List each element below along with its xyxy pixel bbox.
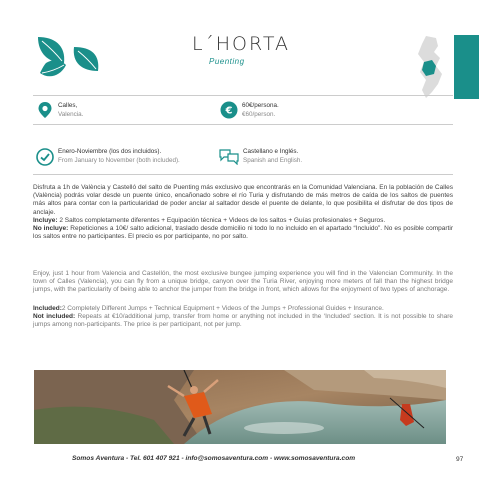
english-includes-label: Included: [33,304,62,312]
spanish-description [33,184,453,241]
chat-bubbles-icon [218,147,240,165]
english-excludes-label: Not included: [33,312,76,320]
english-description [33,270,453,329]
region-map-icon [412,34,448,100]
spanish-includes [33,217,453,225]
spanish-excludes [33,225,453,241]
english-excludes-text: Repeats at €10/additional jump, transfer from home or anything not included in the ‘Included’ section. It is not possible to share jumps among non-participants. The price is per participant, not per jump. [33,312,453,329]
divider-bottom [33,174,453,175]
season-info [58,148,180,165]
spanish-includes-label: Incluye: [33,216,58,224]
location-line2: Valencia. [58,110,84,118]
season-line1: Enero-Noviembre (los dos incluidos). [58,148,162,155]
price-line1: 60€/persona. [242,102,279,109]
spanish-paragraph: Disfruta a 1h de València y Castelló del salto de Puenting más exclusivo que encontrarás en la Comunidad Valenciana. En la población de Calles (València) podrás volar desde un puente único, encañonado sobre el río Turia y disfrutando de más metros de caída de los saltos de puentes más altos para contar con la particularidad de poder anclar al saltador desde el puente de delante, lo que posibilita el disfrutar de dos tipos de anclaje. [33,184,453,216]
leaves-logo-icon [34,33,102,83]
euro-icon [220,101,238,119]
page-number: 97 [456,456,464,463]
language-info [243,148,302,165]
location-line1: Calles, [58,102,78,109]
divider-top [33,95,453,96]
price-info [242,102,279,119]
language-line2: Spanish and English. [243,156,303,164]
spanish-includes-text: 2 Saltos completamente diferentes + Equipación técnica + Videos de los saltos + Guías profesionales + Seguros. [57,216,386,224]
english-paragraph: Enjoy, just 1 hour from Valencia and Castellón, the most exclusive bungee jumping experience you will find in the Valencian Community. In the town of Calles (Valencia), you can fly from a unique bridge, canyon over the Turia River, enjoying more meters of fall than the highest bridge jumps, with the particularity of being able to anchor the jumper from the bridge in front, which allows for the enjoyment of two types of anchorage. [33,270,453,294]
section-tab [454,35,479,99]
check-circle-icon [36,148,54,166]
price-line2: €60/person. [242,110,276,118]
location-info [58,102,83,119]
language-line1: Castellano e Inglés. [243,148,299,155]
english-excludes [33,313,453,329]
season-line2: From January to November (both included). [58,156,180,164]
location-pin-icon [36,101,54,119]
bungee-jump-photo [34,370,446,444]
divider-mid [33,124,453,125]
spanish-excludes-label: No incluye: [33,225,69,233]
svg-text:€: € [225,105,233,117]
page-title: L´HORTA [192,33,290,55]
english-includes-text: 2 Completely Different Jumps + Technical Equipment + Videos of the Jumps + Professional Guides + Insurance. [61,304,384,312]
page-subtitle: Puenting [209,57,245,66]
footer-contact: Somos Aventura - Tel. 601 407 921 - info@somosaventura.com - www.somosaventura.com [72,455,356,462]
spanish-excludes-text: Repeticiones a 10€/ salto adicional, traslado desde domicilio ni todo lo no incluido en el apartado “Incluido”. No es posible compartir los saltos entre no participantes. El precio es por participante, no por salto. [33,225,453,241]
english-includes [33,305,453,313]
